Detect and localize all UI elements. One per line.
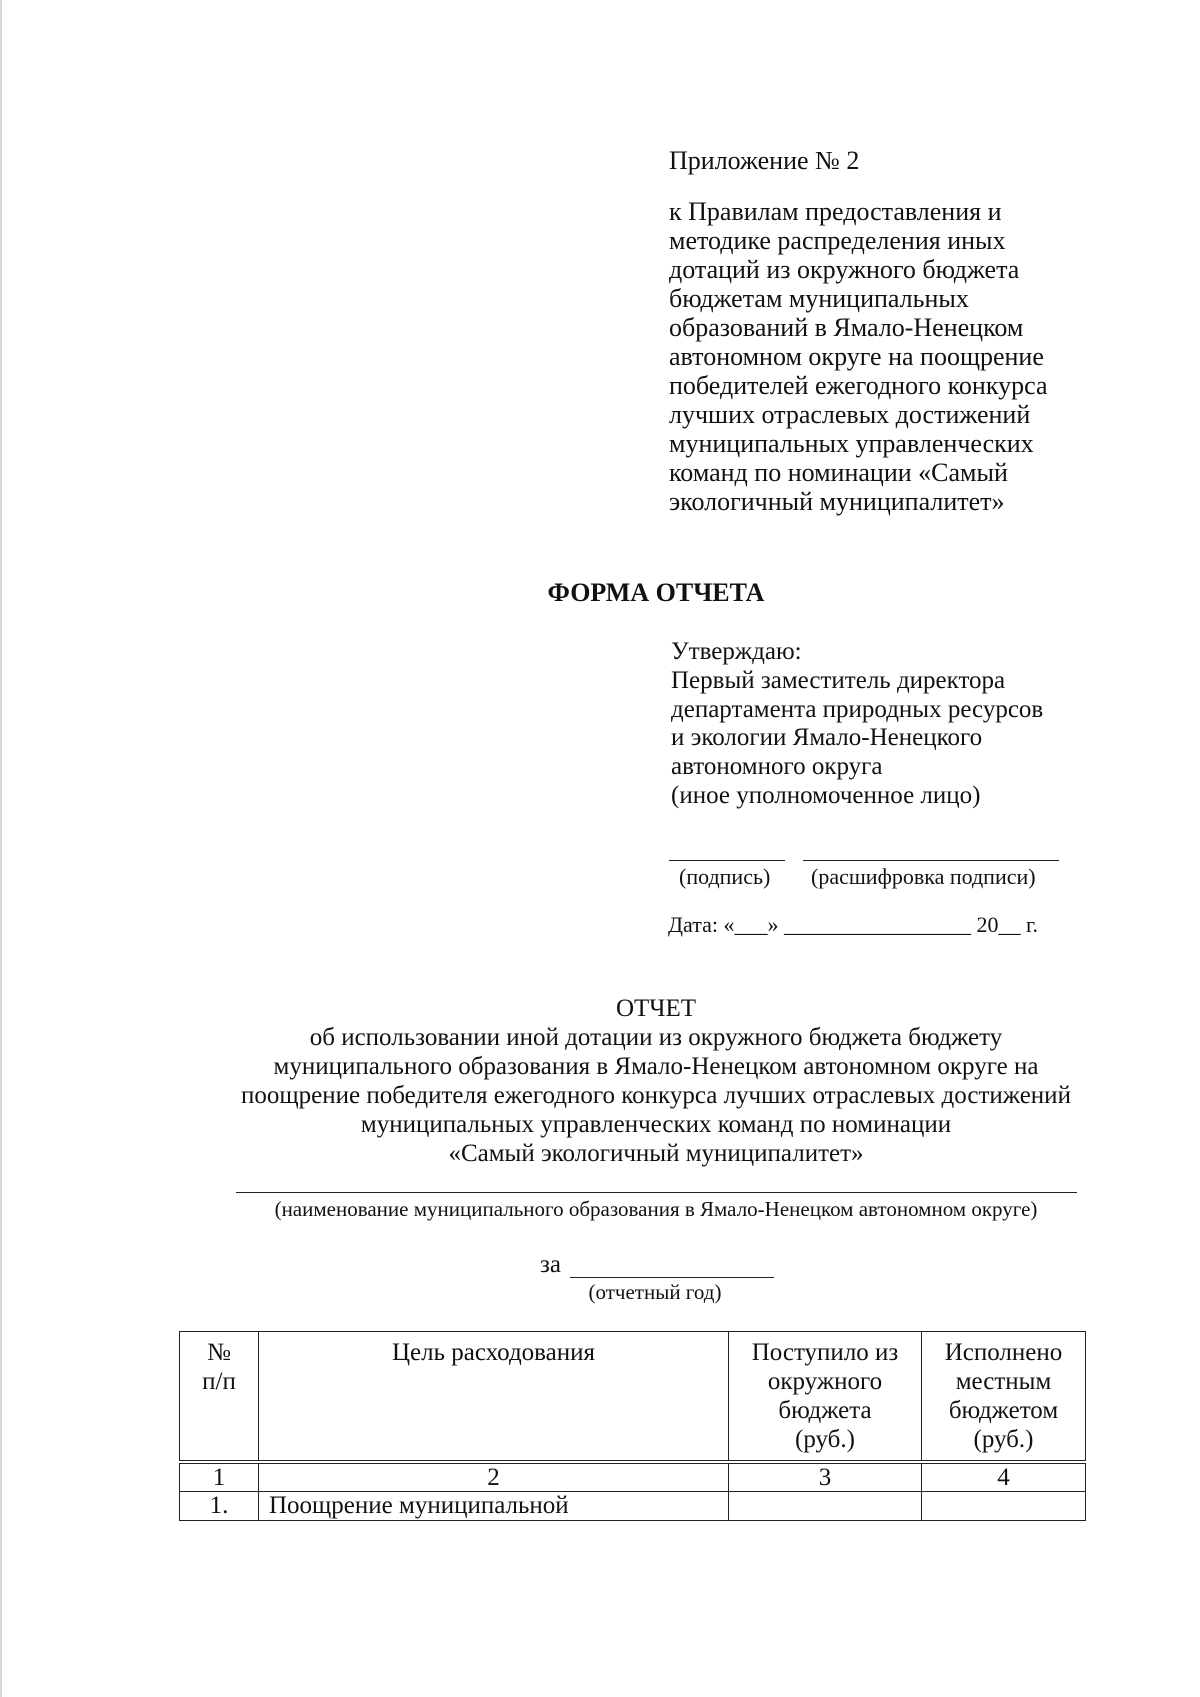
signature-decoding-underline [803, 860, 1059, 861]
signature-underline [669, 860, 785, 861]
header-text: местным [955, 1368, 1052, 1395]
report-subtitle-line: поощрение победителя ежегодного конкурса лучших отраслевых достижений [241, 1082, 1071, 1109]
report-subtitle-line: муниципального образования в Ямало-Ненецком автономном округе на [273, 1053, 1039, 1080]
municipality-caption: (наименование муниципального образования в Ямало-Ненецком автономном округе) [274, 1197, 1038, 1221]
approval-date-line: Дата: «___» _________________ 20__ г. [668, 912, 1039, 937]
header-text: № [207, 1339, 231, 1366]
approval-line: департамента природных ресурсов [671, 695, 1044, 723]
period-underline [570, 1277, 774, 1278]
header-text: (руб.) [973, 1426, 1034, 1453]
signature-decoding-caption: (расшифровка подписи) [811, 864, 1036, 889]
table-column-numbers-row [180, 1462, 1086, 1492]
table-header-row [180, 1332, 1086, 1463]
approval-line: Утверждаю: [671, 638, 802, 665]
header-cell-executed [922, 1332, 1086, 1463]
header-text: бюджетом [948, 1397, 1059, 1424]
header-text: Цель расходования [391, 1339, 595, 1366]
row-purpose-cell: Поощрение муниципальной [259, 1492, 729, 1521]
header-text: Исполнено [944, 1339, 1063, 1366]
form-title: ФОРМА ОТЧЕТА [547, 578, 765, 607]
report-subtitle-line: «Самый экологичный муниципалитет» [448, 1140, 864, 1167]
report-subtitle-line: муниципальных управленческих команд по номинации [360, 1111, 952, 1138]
header-cell-received [729, 1332, 922, 1463]
header-text: бюджета [778, 1397, 872, 1424]
header-text: (руб.) [795, 1426, 855, 1453]
column-number-cell: 1 [180, 1462, 259, 1492]
approval-line: Первый заместитель директора [671, 666, 1006, 694]
report-title: ОТЧЕТ [615, 995, 697, 1022]
appendix-block [669, 146, 1089, 516]
column-number-cell: 3 [729, 1462, 922, 1492]
header-text: п/п [202, 1368, 236, 1395]
report-heading [150, 994, 1162, 1168]
approval-line: (иное уполномоченное лицо) [671, 781, 981, 809]
column-number-cell: 4 [922, 1462, 1086, 1492]
header-text: окружного [767, 1368, 883, 1395]
appendix-number: Приложение № 2 [669, 146, 860, 175]
approval-block [671, 638, 1091, 811]
table-row [180, 1492, 1086, 1521]
report-table [179, 1331, 1086, 1521]
appendix-text: к Правилам предоставления и методике распределения иных дотаций из окружного бюджета бюджетам муниципальных образований в Ямало-Ненецком автономном округе на поощрение победителей ежегодного конкурса лучших отраслевых достижений муниципальных управленческих команд по номинации «Самый экологичный муниципалитет» [669, 197, 1048, 516]
header-text: Поступило из [751, 1339, 899, 1366]
approval-line: автономного округа [671, 753, 883, 781]
row-number-cell: 1. [180, 1492, 259, 1521]
period-prefix: за [540, 1251, 561, 1278]
row-executed-cell [922, 1492, 1086, 1521]
approval-line: и экологии Ямало-Ненецкого [671, 724, 983, 752]
municipality-underline [236, 1192, 1077, 1193]
report-subtitle-line: об использовании иной дотации из окружного бюджета бюджету [309, 1024, 1003, 1051]
signature-caption: (подпись) [679, 864, 771, 889]
column-number-cell: 2 [259, 1462, 729, 1492]
header-cell-number [180, 1332, 259, 1463]
row-received-cell [729, 1492, 922, 1521]
header-cell-purpose [259, 1332, 729, 1463]
period-caption: (отчетный год) [588, 1280, 722, 1304]
